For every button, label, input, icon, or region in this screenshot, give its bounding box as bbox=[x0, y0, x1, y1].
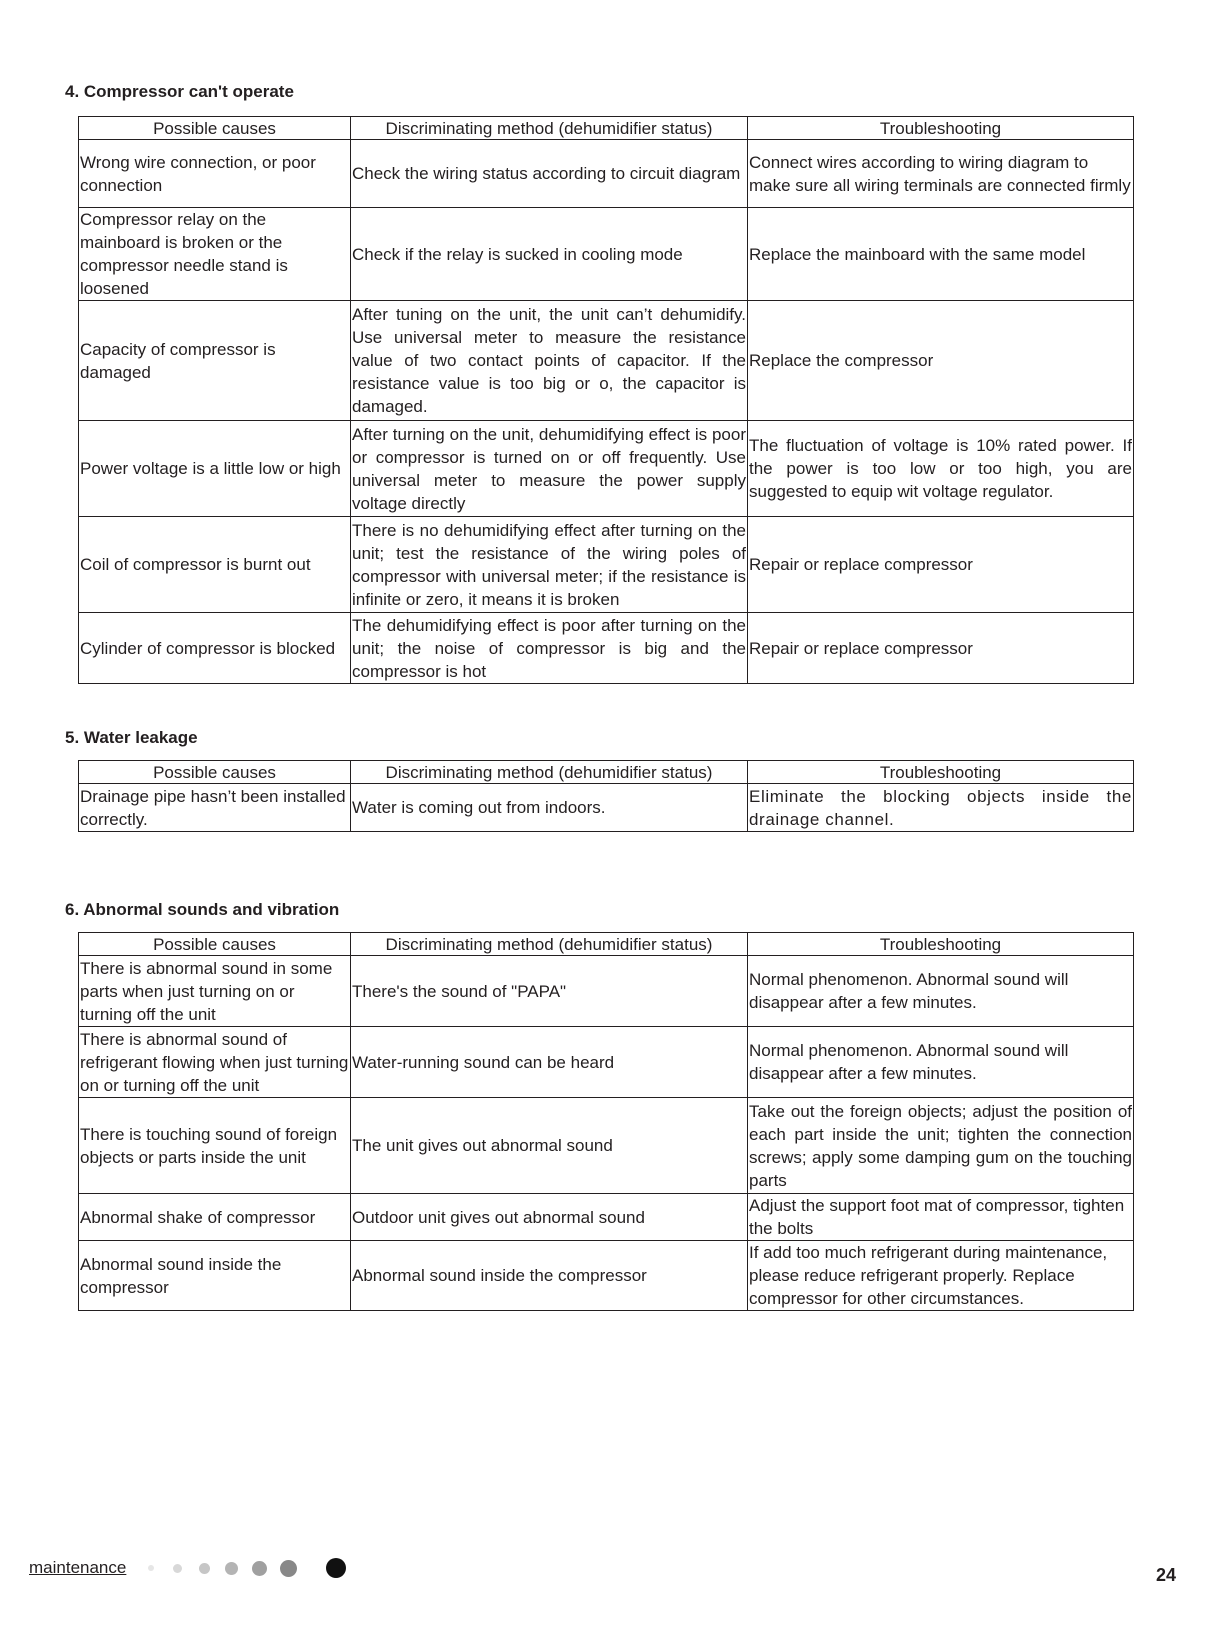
table-row bbox=[79, 517, 1134, 613]
water-leakage-table bbox=[78, 760, 1134, 832]
table-row bbox=[79, 1098, 1134, 1194]
method-cell: Water-running sound can be heard bbox=[351, 1027, 748, 1098]
method-cell: The unit gives out abnormal sound bbox=[351, 1098, 748, 1194]
table-row bbox=[79, 1241, 1134, 1311]
header-discriminating-method: Discriminating method (dehumidifier status) bbox=[351, 117, 748, 140]
section-6-title: 6. Abnormal sounds and vibration bbox=[65, 900, 340, 919]
section-5-title: 5. Water leakage bbox=[65, 728, 198, 747]
table-header-row bbox=[79, 117, 1134, 140]
solution-cell: Adjust the support foot mat of compressor, tighten the bolts bbox=[748, 1194, 1134, 1241]
solution-cell: Eliminate the blocking objects inside the drainage channel. bbox=[748, 784, 1134, 832]
compressor-troubleshooting-table bbox=[78, 116, 1134, 684]
footer-section-link[interactable]: maintenance bbox=[29, 1558, 127, 1577]
solution-cell: Normal phenomenon. Abnormal sound will disappear after a few minutes. bbox=[748, 956, 1134, 1027]
header-discriminating-method: Discriminating method (dehumidifier status) bbox=[351, 933, 748, 956]
abnormal-sounds-table bbox=[78, 932, 1134, 1311]
header-possible-causes: Possible causes bbox=[79, 117, 351, 140]
cause-cell: Abnormal shake of compressor bbox=[79, 1194, 351, 1241]
solution-cell: Replace the mainboard with the same model bbox=[748, 208, 1134, 301]
section-4-title: 4. Compressor can't operate bbox=[65, 82, 294, 101]
header-discriminating-method: Discriminating method (dehumidifier status) bbox=[351, 761, 748, 784]
table-header-row bbox=[79, 761, 1134, 784]
solution-cell: The fluctuation of voltage is 10% rated power. If the power is too low or too high, you are suggested to equip wit voltage regulator. bbox=[748, 421, 1134, 517]
progress-dot-icon bbox=[252, 1561, 267, 1576]
table-header-row bbox=[79, 933, 1134, 956]
table-row bbox=[79, 1027, 1134, 1098]
method-cell: Check if the relay is sucked in cooling mode bbox=[351, 208, 748, 301]
solution-cell: Take out the foreign objects; adjust the position of each part inside the unit; tighten the connection screws; apply some damping gum on the touching parts bbox=[748, 1098, 1134, 1194]
cause-cell: Abnormal sound inside the compressor bbox=[79, 1241, 351, 1311]
method-cell: After tuning on the unit, the unit can’t dehumidify. Use universal meter to measure the resistance value of two contact points of capacitor. If the resistance value is too big or o, the capacitor is damaged. bbox=[351, 301, 748, 421]
table-row bbox=[79, 421, 1134, 517]
method-cell: Check the wiring status according to circuit diagram bbox=[351, 140, 748, 208]
cause-cell: There is abnormal sound in some parts when just turning on or turning off the unit bbox=[79, 956, 351, 1027]
cause-cell: Drainage pipe hasn’t been installed correctly. bbox=[79, 784, 351, 832]
progress-dot-icon bbox=[280, 1560, 297, 1577]
table-row bbox=[79, 301, 1134, 421]
table-row bbox=[79, 956, 1134, 1027]
progress-dot-icon bbox=[326, 1558, 346, 1578]
header-troubleshooting: Troubleshooting bbox=[748, 117, 1134, 140]
progress-dots bbox=[146, 1556, 356, 1580]
method-cell: The dehumidifying effect is poor after turning on the unit; the noise of compressor is big and the compressor is hot bbox=[351, 613, 748, 684]
progress-dot-icon bbox=[173, 1564, 182, 1573]
cause-cell: Power voltage is a little low or high bbox=[79, 421, 351, 517]
solution-cell: Replace the compressor bbox=[748, 301, 1134, 421]
method-cell: There is no dehumidifying effect after turning on the unit; test the resistance of the wiring poles of compressor with universal meter; if the resistance is infinite or zero, it means it is broken bbox=[351, 517, 748, 613]
cause-cell: There is touching sound of foreign objects or parts inside the unit bbox=[79, 1098, 351, 1194]
header-possible-causes: Possible causes bbox=[79, 761, 351, 784]
table-row bbox=[79, 208, 1134, 301]
solution-cell: Repair or replace compressor bbox=[748, 517, 1134, 613]
page-number: 24 bbox=[1155, 1565, 1176, 1585]
header-troubleshooting: Troubleshooting bbox=[748, 761, 1134, 784]
solution-cell: Normal phenomenon. Abnormal sound will disappear after a few minutes. bbox=[748, 1027, 1134, 1098]
table-row bbox=[79, 1194, 1134, 1241]
method-cell: Water is coming out from indoors. bbox=[351, 784, 748, 832]
cause-cell: Wrong wire connection, or poor connection bbox=[79, 140, 351, 208]
method-cell: Abnormal sound inside the compressor bbox=[351, 1241, 748, 1311]
method-cell: After turning on the unit, dehumidifying effect is poor or compressor is turned on or off frequently. Use universal meter to measure the power supply voltage directly bbox=[351, 421, 748, 517]
table-row bbox=[79, 613, 1134, 684]
solution-cell: Connect wires according to wiring diagram to make sure all wiring terminals are connected firmly bbox=[748, 140, 1134, 208]
table-row bbox=[79, 140, 1134, 208]
progress-dot-icon bbox=[148, 1565, 154, 1571]
solution-cell: Repair or replace compressor bbox=[748, 613, 1134, 684]
cause-cell: Cylinder of compressor is blocked bbox=[79, 613, 351, 684]
header-troubleshooting: Troubleshooting bbox=[748, 933, 1134, 956]
cause-cell: Capacity of compressor is damaged bbox=[79, 301, 351, 421]
method-cell: Outdoor unit gives out abnormal sound bbox=[351, 1194, 748, 1241]
method-cell: There's the sound of "PAPA" bbox=[351, 956, 748, 1027]
progress-dot-icon bbox=[199, 1563, 210, 1574]
table-row bbox=[79, 784, 1134, 832]
progress-dot-icon bbox=[225, 1562, 238, 1575]
cause-cell: Coil of compressor is burnt out bbox=[79, 517, 351, 613]
cause-cell: Compressor relay on the mainboard is broken or the compressor needle stand is loosened bbox=[79, 208, 351, 301]
solution-cell: If add too much refrigerant during maintenance, please reduce refrigerant properly. Replace compressor for other circumstances. bbox=[748, 1241, 1134, 1311]
header-possible-causes: Possible causes bbox=[79, 933, 351, 956]
cause-cell: There is abnormal sound of refrigerant flowing when just turning on or turning off the unit bbox=[79, 1027, 351, 1098]
